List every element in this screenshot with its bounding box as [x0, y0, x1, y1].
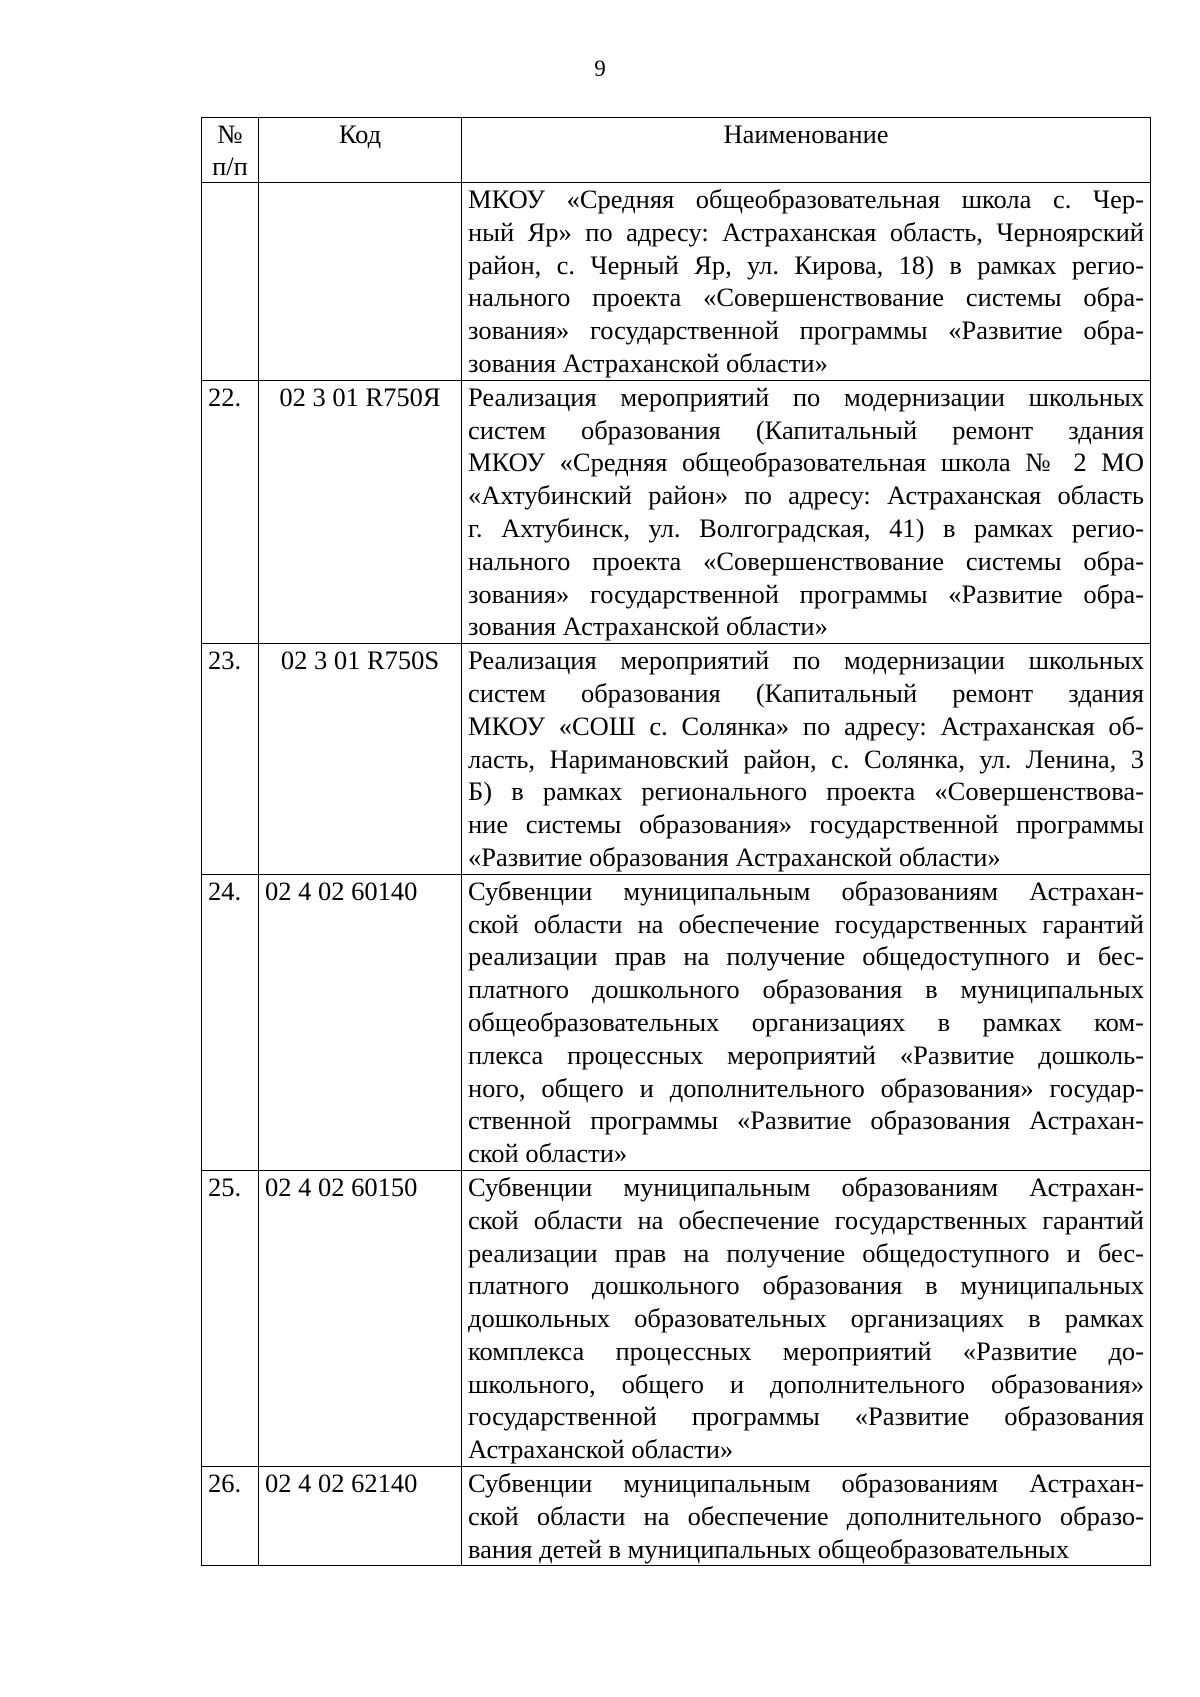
header-number-pp: п/п — [212, 151, 248, 181]
name-line: Реализация мероприятий по модернизации школьных — [468, 645, 1144, 676]
name-line: ние системы образования» государственной программы — [468, 809, 1144, 840]
name-line: «Ахтубинский район» по адресу: Астраханская область — [468, 480, 1144, 511]
header-number-sign: № — [217, 119, 243, 149]
name-line: МКОУ «СОШ с. Солянка» по адресу: Астраханская об- — [468, 710, 1144, 741]
page-number: 9 — [594, 56, 606, 81]
name-line: школьного, общего и дополнительного образования» — [468, 1368, 1144, 1399]
table-header-row — [202, 118, 1151, 183]
row-code: 02 3 01 R750S — [259, 644, 462, 875]
name-line: государственной программы «Развитие образования — [468, 1401, 1144, 1432]
header-name: Наименование — [462, 118, 1151, 183]
row-code: 02 4 02 60150 — [259, 1170, 462, 1466]
name-line: плекса процессных мероприятий «Развитие дошколь- — [468, 1039, 1144, 1070]
row-name — [462, 380, 1151, 643]
name-line: Субвенции муниципальным образованиям Астрахан- — [468, 1468, 1144, 1499]
row-name — [462, 644, 1151, 875]
table-row — [202, 644, 1151, 875]
table-row — [202, 183, 1151, 381]
name-line: МКОУ «Средняя общеобразовательная школа с. Чер- — [468, 184, 1144, 214]
name-line: Астраханской области» — [468, 1434, 734, 1465]
budget-codes-table — [201, 117, 1151, 1566]
row-number: 26. — [202, 1467, 259, 1566]
name-line: систем образования (Капитальный ремонт здания — [468, 414, 1144, 445]
name-line: ской области на обеспечение государственных гарантий — [468, 908, 1144, 939]
name-line: ласть, Наримановский район, с. Солянка, ул. Ленина, 3 — [468, 743, 1144, 774]
row-code: 02 4 02 60140 — [259, 874, 462, 1170]
table-row — [202, 1467, 1151, 1566]
name-line: зования» государственной программы «Развитие обра- — [468, 578, 1144, 609]
table-body — [202, 183, 1151, 1566]
row-name — [462, 874, 1151, 1170]
name-line: платного дошкольного образования в муниципальных — [468, 1270, 1144, 1301]
name-line: зования» государственной программы «Развитие обра- — [468, 315, 1144, 346]
row-number: 22. — [202, 380, 259, 643]
name-line: вания детей в муниципальных общеобразовательных — [468, 1533, 1070, 1564]
name-line: Б) в рамках регионального проекта «Совершенствова- — [468, 776, 1144, 807]
name-line: Субвенции муниципальным образованиям Астрахан- — [468, 1171, 1144, 1202]
name-line: ственной программы «Развитие образования Астрахан- — [468, 1105, 1144, 1136]
row-number: 25. — [202, 1170, 259, 1466]
name-line: ный Яр» по адресу: Астраханская область, Черноярский — [468, 216, 1144, 247]
name-line: реализации прав на получение общедоступного и бес- — [468, 1237, 1144, 1268]
name-line: ного, общего и дополнительного образования» государ- — [468, 1072, 1144, 1103]
name-line: г. Ахтубинск, ул. Волгоградская, 41) в рамках регио- — [468, 512, 1144, 543]
row-name — [462, 1467, 1151, 1566]
name-line: платного дошкольного образования в муниципальных — [468, 974, 1144, 1005]
name-line: Субвенции муниципальным образованиям Астрахан- — [468, 875, 1144, 906]
name-line: ской области на обеспечение государственных гарантий — [468, 1204, 1144, 1235]
name-line: общеобразовательных организациях в рамках ком- — [468, 1006, 1144, 1037]
row-name — [462, 183, 1151, 381]
name-line: систем образования (Капитальный ремонт здания — [468, 677, 1144, 708]
name-line: комплекса процессных мероприятий «Развитие до- — [468, 1335, 1144, 1366]
header-number — [202, 118, 259, 183]
name-line: нального проекта «Совершенствование системы обра- — [468, 282, 1144, 313]
name-line: зования Астраханской области» — [468, 347, 828, 378]
table-row — [202, 1170, 1151, 1466]
header-code: Код — [259, 118, 462, 183]
row-number — [202, 183, 259, 381]
row-code: 02 3 01 R750Я — [259, 380, 462, 643]
row-number: 24. — [202, 874, 259, 1170]
name-line: дошкольных образовательных организациях в рамках — [468, 1303, 1144, 1334]
name-line: нального проекта «Совершенствование системы обра- — [468, 545, 1144, 576]
row-code — [259, 183, 462, 381]
name-line: район, с. Черный Яр, ул. Кирова, 18) в рамках регио- — [468, 249, 1144, 280]
name-line: Реализация мероприятий по модернизации школьных — [468, 381, 1144, 412]
name-line: «Развитие образования Астраханской области» — [468, 841, 1001, 872]
name-line: реализации прав на получение общедоступного и бес- — [468, 941, 1144, 972]
name-line: МКОУ «Средняя общеобразовательная школа № 2 МО — [468, 447, 1144, 478]
name-line: ской области на обеспечение дополнительного образо- — [468, 1500, 1144, 1531]
name-line: зования Астраханской области» — [468, 611, 828, 642]
name-line: ской области» — [468, 1138, 628, 1169]
row-name — [462, 1170, 1151, 1466]
row-code: 02 4 02 62140 — [259, 1467, 462, 1566]
table-row — [202, 380, 1151, 643]
row-number: 23. — [202, 644, 259, 875]
table-row — [202, 874, 1151, 1170]
